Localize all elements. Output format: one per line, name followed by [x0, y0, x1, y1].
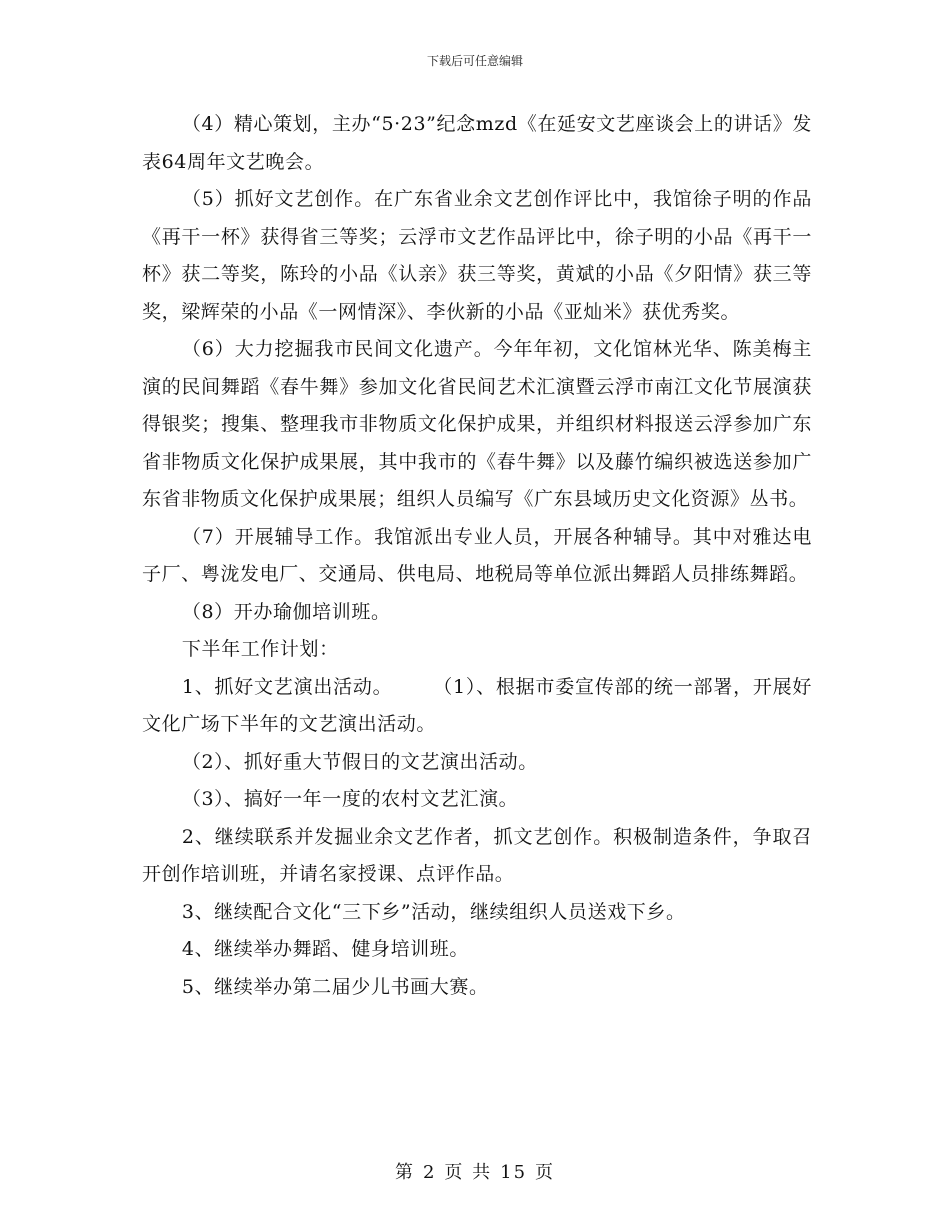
plan-item-5: 5、继续举办第二届少儿书画大赛。 — [181, 975, 489, 998]
total-page-count: 15 — [500, 1162, 528, 1183]
page-header: 下载后可任意编辑 — [426, 54, 523, 68]
paragraph-item-5: （5）抓好文艺创作。在广东省业余文艺创作评比中，我馆徐子明的作品《再干一杯》获得省三等奖；云浮市文艺作品评比中，徐子明的小品《再干一杯》获二等奖，陈玲的小品《认亲》获三等奖，黄斌的小品《夕阳情》获三等奖，梁辉荣的小品《一网情深》、李伙新的小品《亚灿米》获优秀奖。 — [142, 188, 812, 323]
page-footer — [0, 1158, 950, 1184]
plan-item-3: 3、继续配合文化“三下乡”活动，继续组织人员送戏下乡。 — [181, 900, 686, 923]
paragraph-item-6: （6）大力挖掘我市民间文化遗产。今年年初，文化馆林光华、陈美梅主演的民间舞蹈《春牛舞》参加文化省民间艺术汇演暨云浮市南江文化节展演获得银奖；搜集、整理我市非物质文化保护成果，并组织材料报送云浮参加广东省非物质文化保护成果展，其中我市的《春牛舞》以及藤竹编织被选送参加广东省非物质文化保护成果展；组织人员编写《广东县域历史文化资源》丛书。 — [142, 338, 812, 510]
plan-item-4: 4、继续举办舞蹈、健身培训班。 — [181, 938, 469, 960]
plan-item-2: 2、继续联系并发掘业余文艺作者，抓文艺创作。积极制造条件，争取召开创作培训班，并请名家授课、点评作品。 — [142, 825, 812, 885]
document-body — [142, 106, 812, 1006]
footer-middle: 页 共 — [444, 1162, 493, 1183]
current-page-number: 2 — [422, 1162, 437, 1183]
plan-item-1-2: （2）、抓好重大节假日的文艺演出活动。 — [181, 750, 538, 773]
plan-item-1: 1、抓好文艺演出活动。 （1）、根据市委宣传部的统一部署，开展好文化广场下半年的文艺演出活动。 — [142, 675, 812, 735]
paragraph-item-4: （4）精心策划，主办“5·23”纪念mzd《在延安文艺座谈会上的讲话》发表64周年文艺晚会。 — [142, 113, 812, 173]
paragraph-item-7: （7）开展辅导工作。我馆派出专业人员，开展各种辅导。其中对雅达电子厂、粤泷发电厂、交通局、供电局、地税局等单位派出舞蹈人员排练舞蹈。 — [142, 525, 812, 585]
footer-suffix: 页 — [535, 1162, 556, 1183]
footer-prefix: 第 — [394, 1162, 415, 1183]
second-half-plan-heading: 下半年工作计划： — [181, 638, 339, 660]
paragraph-item-8: （8）开办瑜伽培训班。 — [181, 600, 391, 623]
plan-item-1-3: （3）、搞好一年一度的农村文艺汇演。 — [181, 788, 519, 810]
